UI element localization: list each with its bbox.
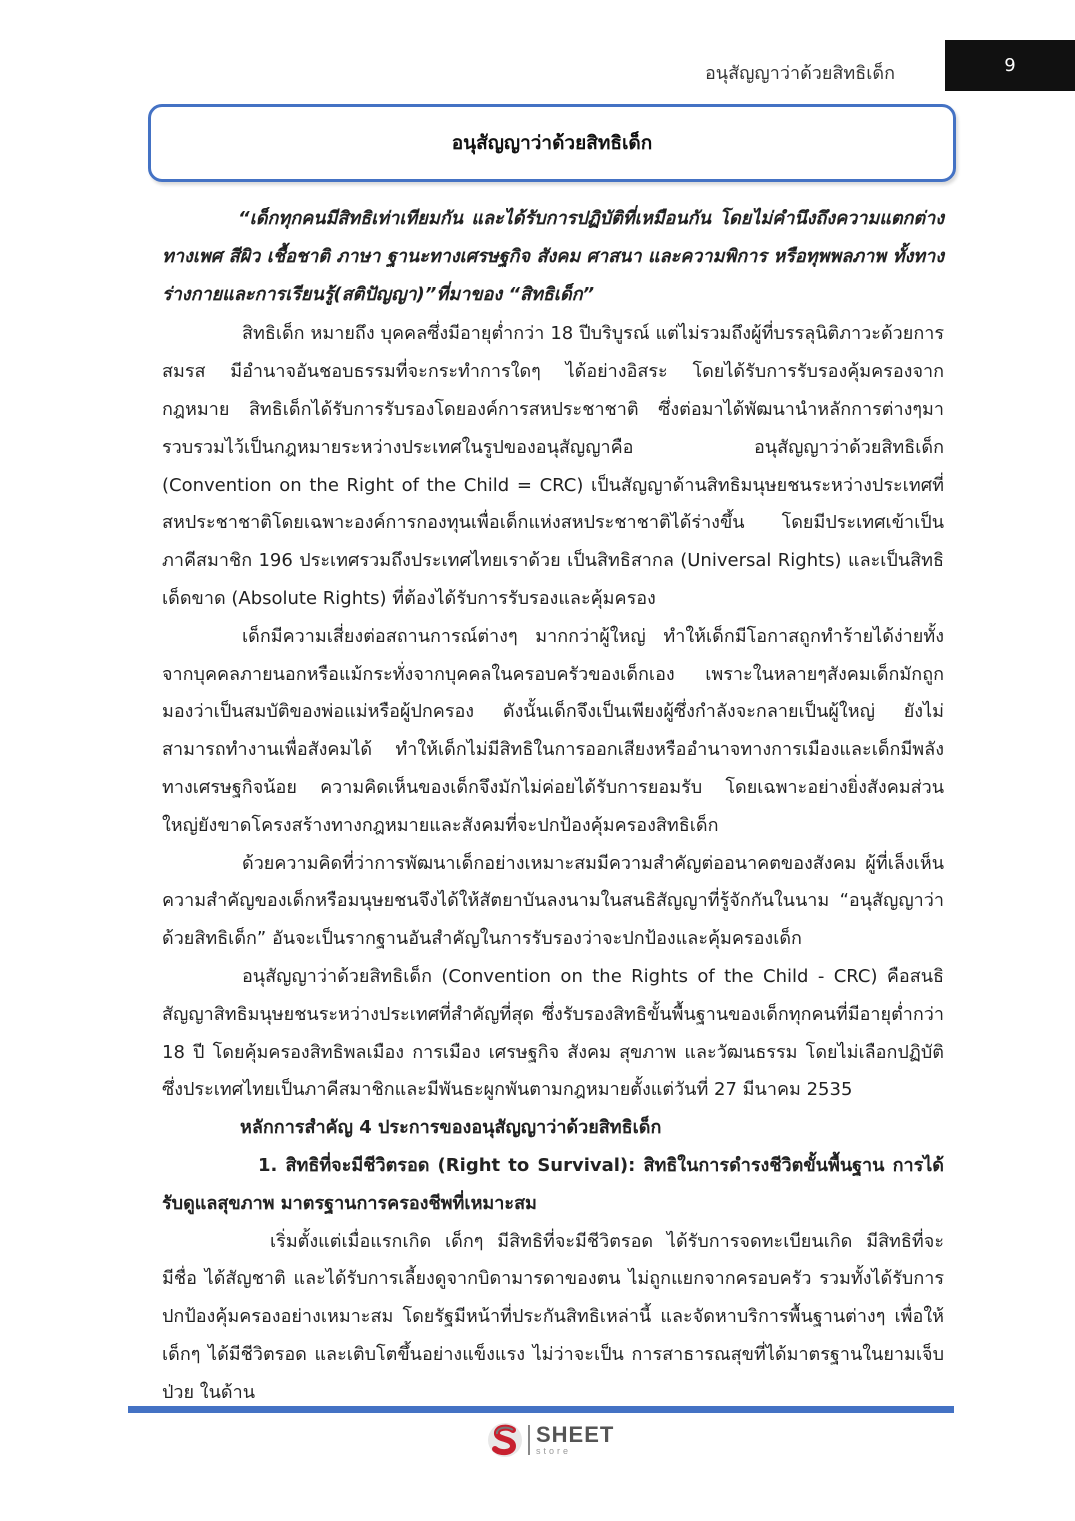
paragraph: ด้วยความคิดที่ว่าการพัฒนาเด็กอย่างเหมาะสมมีความสำคัญต่ออนาคตของสังคม ผู้ที่เล็งเห็นความสำคัญของเด็กหรือมนุษยชนจึงได้ให้สัตยาบันลงนามในสนธิสัญญาที่รู้จักกันในนาม “อนุสัญญาว่าด้วยสิทธิเด็ก” อันจะเป็นรากฐานอันสำคัญในการรับรองว่าจะปกป้องและคุ้มครองเด็ก (162, 852, 944, 950)
paragraph: สิทธิเด็ก หมายถึง บุคคลซึ่งมีอายุต่ำกว่า 18 ปีบริบูรณ์ แต่ไม่รวมถึงผู้ที่บรรลุนิติภาวะด้วยการสมรส มีอำนาจอันชอบธรรมที่จะกระทำการใดๆ ได้อย่างอิสระ โดยได้รับการรับรองคุ้มครองจากกฎหมาย สิทธิเด็กได้รับการรับรองโดยองค์การสหประชาชาติ ซึ่งต่อมาได้พัฒนานำหลักการต่างๆมารวบรวมไว้เป็นกฎหมายระหว่างประเทศในรูปของอนุสัญญาคือ อนุสัญญาว่าด้วยสิทธิเด็ก (Convention on the Right of the Child = CRC) เป็นสัญญาด้านสิทธิมนุษยชนระหว่างประเทศที่สหประชาชาติโดยเฉพาะองค์การกองทุนเพื่อเด็กแห่งสหประชาชาติได้ร่างขึ้น โดยมีประเทศเข้าเป็นภาคีสมาชิก 196 ประเทศรวมถึงประเทศไทยเราด้วย เป็นสิทธิสากล (Universal Rights) และเป็นสิทธิเด็ดขาด (Absolute Rights) ที่ต้องได้รับการรับรองและคุ้มครอง (162, 323, 944, 609)
paragraph: อนุสัญญาว่าด้วยสิทธิเด็ก (Convention on the Rights of the Child - CRC) คือสนธิสัญญาสิทธิมนุษยชนระหว่างประเทศที่สำคัญที่สุด ซึ่งรับรองสิทธิขั้นพื้นฐานของเด็กทุกคนที่มีอายุต่ำกว่า 18 ปี โดยคุ้มครองสิทธิพลเมือง การเมือง เศรษฐกิจ สังคม สุขภาพ และวัฒนธรรม โดยไม่เลือกปฏิบัติ ซึ่งประเทศไทยเป็นภาคีสมาชิกและมีพันธะผูกพันตามกฎหมายตั้งแต่วันที่ 27 มีนาคม 2535 (162, 965, 944, 1101)
running-header-title: อนุสัญญาว่าด้วยสิทธิเด็ก (704, 63, 895, 84)
footer-divider (128, 1406, 954, 1413)
section-heading: หลักการสำคัญ 4 ประการของอนุสัญญาว่าด้วยสิทธิเด็ก (240, 1117, 662, 1139)
sheet-store-logo (486, 1418, 626, 1462)
page-number: 9 (945, 40, 1075, 91)
logo-text-main: SHEET (536, 1422, 615, 1447)
logo-divider (528, 1425, 530, 1455)
document-body (162, 200, 944, 1412)
title-box (148, 104, 956, 182)
logo-text-sub: store (536, 1446, 572, 1456)
paragraph: เด็กมีความเสี่ยงต่อสถานการณ์ต่างๆ มากกว่าผู้ใหญ่ ทำให้เด็กมีโอกาสถูกทำร้ายได้ง่ายทั้งจากบุคคลภายนอกหรือแม้กระทั่งจากบุคคลในครอบครัวของเด็กเอง เพราะในหลายๆสังคมเด็กมักถูกมองว่าเป็นสมบัติของพ่อแม่หรือผู้ปกครอง ดังนั้นเด็กจึงเป็นเพียงผู้ซึ่งกำลังจะกลายเป็นผู้ใหญ่ ยังไม่สามารถทำงานเพื่อสังคมได้ ทำให้เด็กไม่มีสิทธิในการออกเสียงหรืออำนาจทางการเมืองและเด็กมีพลังทางเศรษฐกิจน้อย ความคิดเห็นของเด็กจึงมักไม่ค่อยได้รับการยอมรับ โดยเฉพาะอย่างยิ่งสังคมส่วนใหญ่ยังขาดโครงสร้างทางกฎหมายและสังคมที่จะปกป้องคุ้มครองสิทธิเด็ก (162, 625, 944, 836)
principle-heading: 1. สิทธิที่จะมีชีวิตรอด (Right to Survival): สิทธิในการดำรงชีวิตขั้นพื้นฐาน การได้รับดูแลสุขภาพ มาตรฐานการครองชีพที่เหมาะสม (162, 1154, 944, 1214)
paragraph: เริ่มตั้งแต่เมื่อแรกเกิด เด็กๆ มีสิทธิที่จะมีชีวิตรอด ได้รับการจดทะเบียนเกิด มีสิทธิที่จะมีชื่อ ได้สัญชาติ และได้รับการเลี้ยงดูจากบิดามารดาของตน ไม่ถูกแยกจากครอบครัว รวมทั้งได้รับการปกป้องคุ้มครองอย่างเหมาะสม โดยรัฐมีหน้าที่ประกันสิทธิเหล่านี้ และจัดหาบริการพื้นฐานต่างๆ เพื่อให้เด็กๆ ได้มีชีวิตรอด และเติบโตขึ้นอย่างแข็งแรง ไม่ว่าจะเป็น การสาธารณสุขที่ได้มาตรฐานในยามเจ็บป่วย ในด้าน (162, 1230, 944, 1403)
page-title: อนุสัญญาว่าด้วยสิทธิเด็ก (451, 132, 653, 154)
opening-quote: “เด็กทุกคนมีสิทธิเท่าเทียมกัน และได้รับการปฏิบัติที่เหมือนกัน โดยไม่คำนึงถึงความแตกต่างทางเพศ สีผิว เชื้อชาติ ภาษา ฐานะทางเศรษฐกิจ สังคม ศาสนา และความพิการ หรือทุพพลภาพ ทั้งทางร่างกายและการเรียนรู้(สติปัญญา)”ที่มาของ “สิทธิเด็ก” (162, 208, 944, 305)
s-logo-icon (486, 1420, 524, 1460)
